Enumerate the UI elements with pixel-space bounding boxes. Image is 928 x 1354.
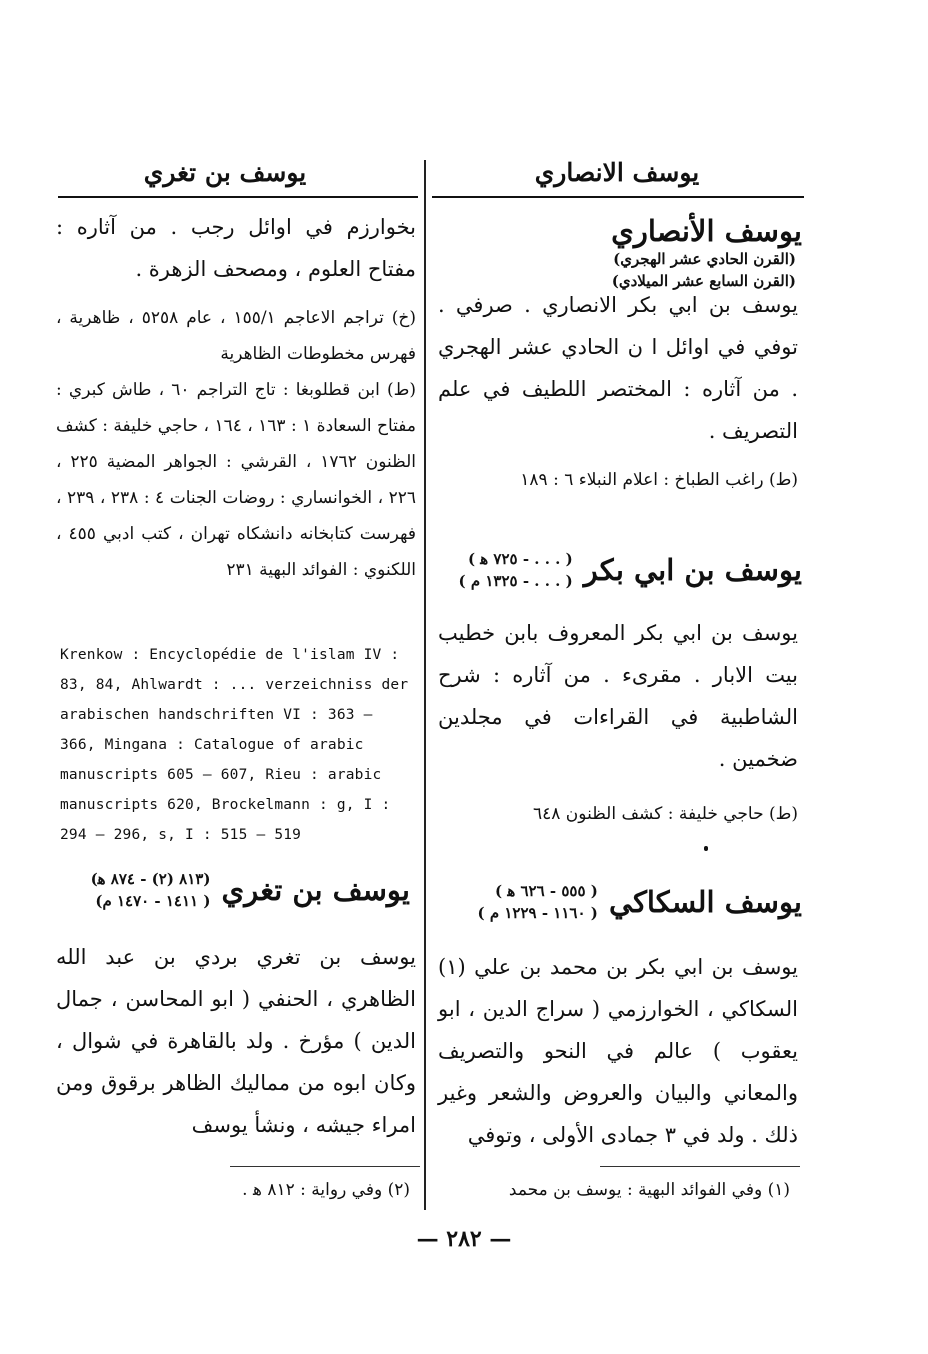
entry-heading-abi-bakr <box>432 548 802 592</box>
entry-dates <box>459 548 573 592</box>
running-head-left: يوسف بن تغري <box>143 158 307 187</box>
column-divider <box>424 160 426 1210</box>
printed-sources: (ط) ابن قطلوبغا : تاج التراجم ٦٠ ، طاش كبري : مفتاح السعادة ١ : ١٦٣ ، ١٦٤ ، حاجي خليفة : كشف الظنون ١٧٦٢ ، القرشي : الجواهر المضية ٢٢٥ ، ٢٢٦ ، الخوانساري : روضات الجنات ٤ : ٢٣٨ ، ٢٣٩ ، فهرست كتابخانه دانشكاه تهران ، كتب ادبي ٤٥٥ ، اللكنوي : الفوائد البهية ٢٣١ <box>56 380 417 580</box>
dates-hijri: ( ٥٥٥ - ٦٢٦ ﻫ ) <box>495 882 598 900</box>
latin-sources: Krenkow : Encyclopédie de l'islam IV : 83, 84, Ahlwardt : ... verzeichniss der arabischen handschriften VI : 363 — 366, Mingana : Catalogue of arabic manuscripts 605 — 607, Rieu : arabic manuscripts 620, Brockelmann : g, I : 294 — 296, s, I : 515 — 519 <box>60 647 409 843</box>
header-rule-right <box>432 196 804 198</box>
dates-gregorian: (القرن السابع عشر الميلادي) <box>611 272 796 290</box>
footnote-rule-left <box>230 1166 420 1167</box>
continuation-text: بخوارزم في اوائل رجب . من آثاره : مفتاح العلوم ، ومصحف الزهرة . <box>56 215 416 281</box>
manuscript-source: (خ) تراجم الاعاجم ١٥٥/١ ، عام ٥٢٥٨ ، ظاهرية ، فهرس مخطوطات الظاهرية <box>56 308 417 364</box>
entry-heading-ansari <box>432 214 802 292</box>
header-rule-left <box>58 196 418 198</box>
dates-hijri: ( . . . - ٧٢٥ ﻫ ) <box>467 550 573 568</box>
dates-hijri: (القرن الحادي عشر الهجري) <box>613 250 796 268</box>
dates-gregorian: ( . . . - ١٣٢٥ م ) <box>458 572 573 590</box>
entry-body-ansari: يوسف بن ابي بكر الانصاري . صرفي . توفي في اوائل ا ن الحادي عشر الهجري . من آثاره : المختصر اللطيف في علم التصريف . <box>438 293 798 443</box>
dates-gregorian: ( ١١٦٠ - ١٢٢٩ م ) <box>477 904 598 922</box>
stray-dot <box>704 846 708 851</box>
dates-hijri: (٨١٣ (٢) - ٨٧٤ ﻫ) <box>90 870 211 888</box>
entry-dates <box>91 868 211 912</box>
dates-gregorian: ( ١٤١١ - ١٤٧٠ م) <box>95 892 211 910</box>
entry-source-ansari: (ط) راغب الطباخ : اعلام النبلاء ٦ : ١٨٩ <box>520 470 798 490</box>
entry-name: يوسف بن تغري <box>221 873 410 907</box>
entry-heading-taghri <box>40 868 410 912</box>
entry-name: يوسف بن ابي بكر <box>583 553 802 587</box>
footnote-right: (١) وفي الفوائد البهية : يوسف بن محمد <box>508 1180 790 1200</box>
entry-body-abi-bakr: يوسف بن ابي بكر المعروف بابن خطيب بيت الابار . مقرىء . من آثاره : شرح الشاطبية في القراءات في مجلدين ضخمين . <box>438 621 798 771</box>
running-head-right: يوسف الانصاري <box>534 158 700 187</box>
entry-name: يوسف السكاكي <box>608 885 802 919</box>
entry-dates <box>478 880 598 924</box>
entry-heading-sakkaki <box>432 880 802 924</box>
footnote-rule-right <box>600 1166 800 1167</box>
entry-name: يوسف الأنصاري <box>611 214 802 248</box>
footnote-left: (٢) وفي رواية : ٨١٢ ﻫ . <box>242 1180 410 1200</box>
entry-source-abi-bakr: (ط) حاجي خليفة : كشف الظنون ٦٤٨ <box>533 804 798 824</box>
entry-body-taghri: يوسف بن تغري بردي بن عبد الله الظاهري ، الحنفي ( ابو المحاسن ، جمال الدين ) مؤرخ . ولد بالقاهرة في شوال ، وكان ابوه من مماليك الظاهر برقوق ومن امراء جيشه ، ونشأ يوسف <box>56 945 416 1137</box>
entry-body-sakkaki: يوسف بن ابي بكر بن محمد بن علي (١) السكاكي ، الخوارزمي ( سراج الدين ، ابو يعقوب ) عالم في النحو والتصريف والمعاني والبيان والعروض والشعر وغير ذلك . ولد في ٣ جمادى الأولى ، وتوفي <box>438 955 798 1147</box>
page-number: — ٢٨٢ — <box>416 1226 512 1252</box>
